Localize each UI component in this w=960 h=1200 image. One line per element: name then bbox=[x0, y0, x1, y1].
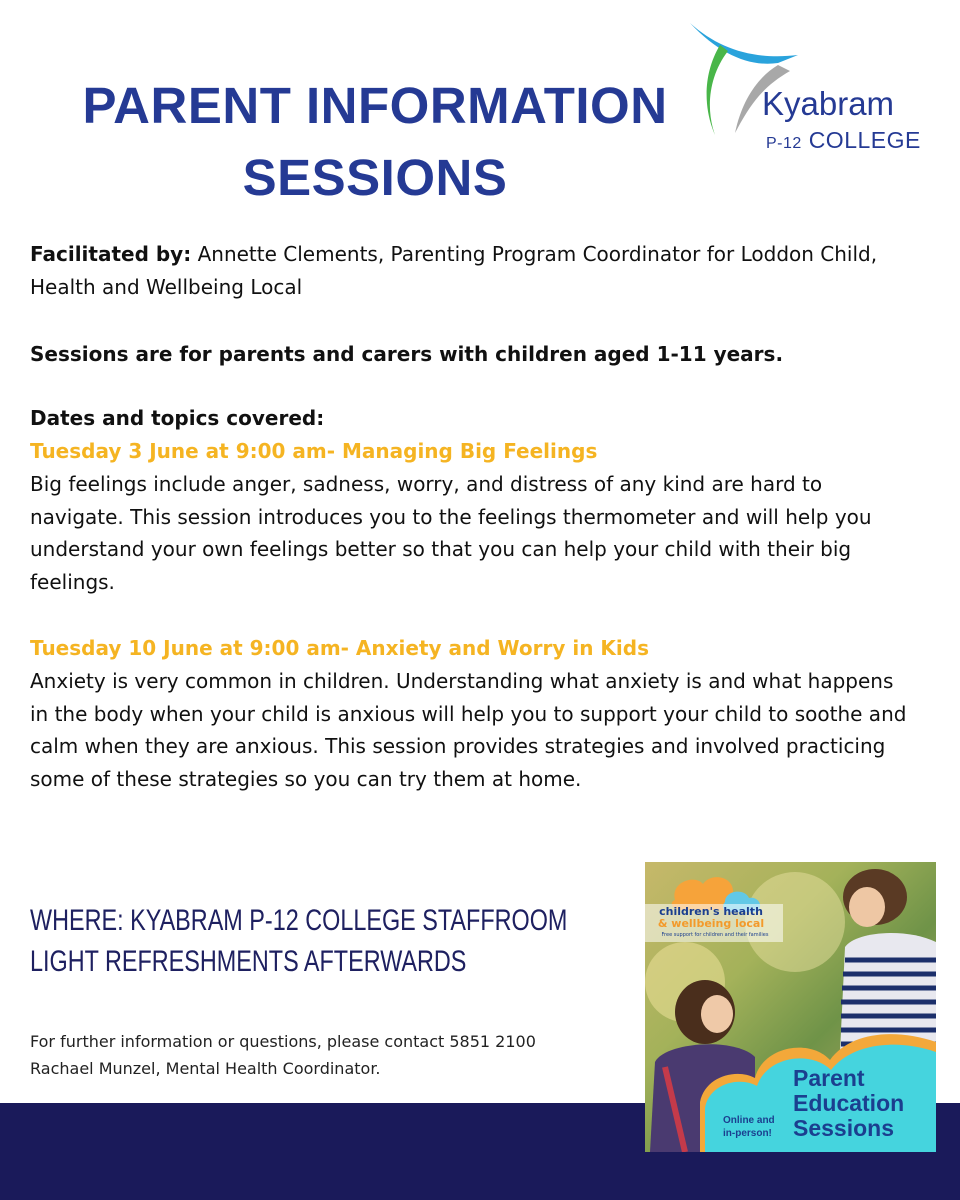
mother-stripes bbox=[841, 960, 936, 1044]
logo-prefix: P-12 bbox=[766, 135, 802, 152]
session-2-title: Tuesday 10 June at 9:00 am- Anxiety and Worry in Kids bbox=[30, 636, 649, 660]
flyer-title-line-1: Parent bbox=[793, 1065, 865, 1091]
flyer-online-badge bbox=[723, 1114, 775, 1140]
session-1-title: Tuesday 3 June at 9:00 am- Managing Big Feelings bbox=[30, 439, 598, 463]
page-title-line-1: PARENT INFORMATION bbox=[82, 77, 668, 134]
flyer-online-line-1: Online and bbox=[723, 1115, 775, 1126]
logo-suffix: COLLEGE bbox=[808, 127, 921, 153]
flyer-brand-line-2: & wellbeing local bbox=[657, 917, 765, 930]
refreshments-line: LIGHT REFRESHMENTS AFTERWARDS bbox=[30, 945, 467, 978]
logo-subtitle bbox=[766, 127, 921, 154]
facilitator-label: Facilitated by: bbox=[30, 242, 192, 266]
facilitator-paragraph bbox=[30, 238, 910, 303]
flyer-brand-line-1: children's health bbox=[659, 905, 763, 918]
flyer-title-line-3: Sessions bbox=[793, 1115, 894, 1141]
child-face bbox=[701, 995, 733, 1033]
facilitator-text: Annette Clements, Parenting Program Coordinator for Loddon Child, Health and Wellbeing Local bbox=[30, 242, 878, 299]
dates-heading: Dates and topics covered: bbox=[30, 406, 325, 430]
logo-blue-swoosh bbox=[690, 23, 798, 64]
flyer-image bbox=[645, 862, 936, 1152]
logo-green-swoosh bbox=[707, 45, 728, 135]
mother-shirt bbox=[840, 933, 936, 1052]
session-2-description: Anxiety is very common in children. Understanding what anxiety is and what happens in the body when your child is anxious will help you to support your child to soothe and calm when they are anxious. This session provides strategies and involved practicing some of these strategies so you can try them at home. bbox=[30, 669, 907, 791]
flyer-brand bbox=[645, 906, 777, 930]
mother-face bbox=[849, 887, 885, 927]
page-title bbox=[60, 70, 690, 214]
contact-block bbox=[30, 1028, 536, 1082]
flyer-title bbox=[793, 1066, 904, 1141]
audience-statement: Sessions are for parents and carers with children aged 1-11 years. bbox=[30, 342, 784, 366]
page-title-line-2: SESSIONS bbox=[242, 149, 508, 206]
flyer-brand-sub: Free support for children and their families bbox=[661, 932, 769, 938]
location-line: WHERE: KYABRAM P-12 COLLEGE STAFFROOM bbox=[30, 904, 568, 937]
session-1-description: Big feelings include anger, sadness, worry, and distress of any kind are hard to navigate. This session introduces you to the feelings thermometer and will help you understand your own feelings better so that you can help your child with their big feelings. bbox=[30, 472, 872, 594]
logo-name: Kyabram bbox=[762, 85, 895, 122]
contact-line-2: Rachael Munzel, Mental Health Coordinator. bbox=[30, 1059, 381, 1078]
flyer-title-line-2: Education bbox=[793, 1090, 905, 1116]
location-block bbox=[30, 900, 567, 982]
flyer-online-line-2: in-person! bbox=[723, 1128, 772, 1139]
contact-line-1: For further information or questions, please contact 5851 2100 bbox=[30, 1032, 536, 1051]
